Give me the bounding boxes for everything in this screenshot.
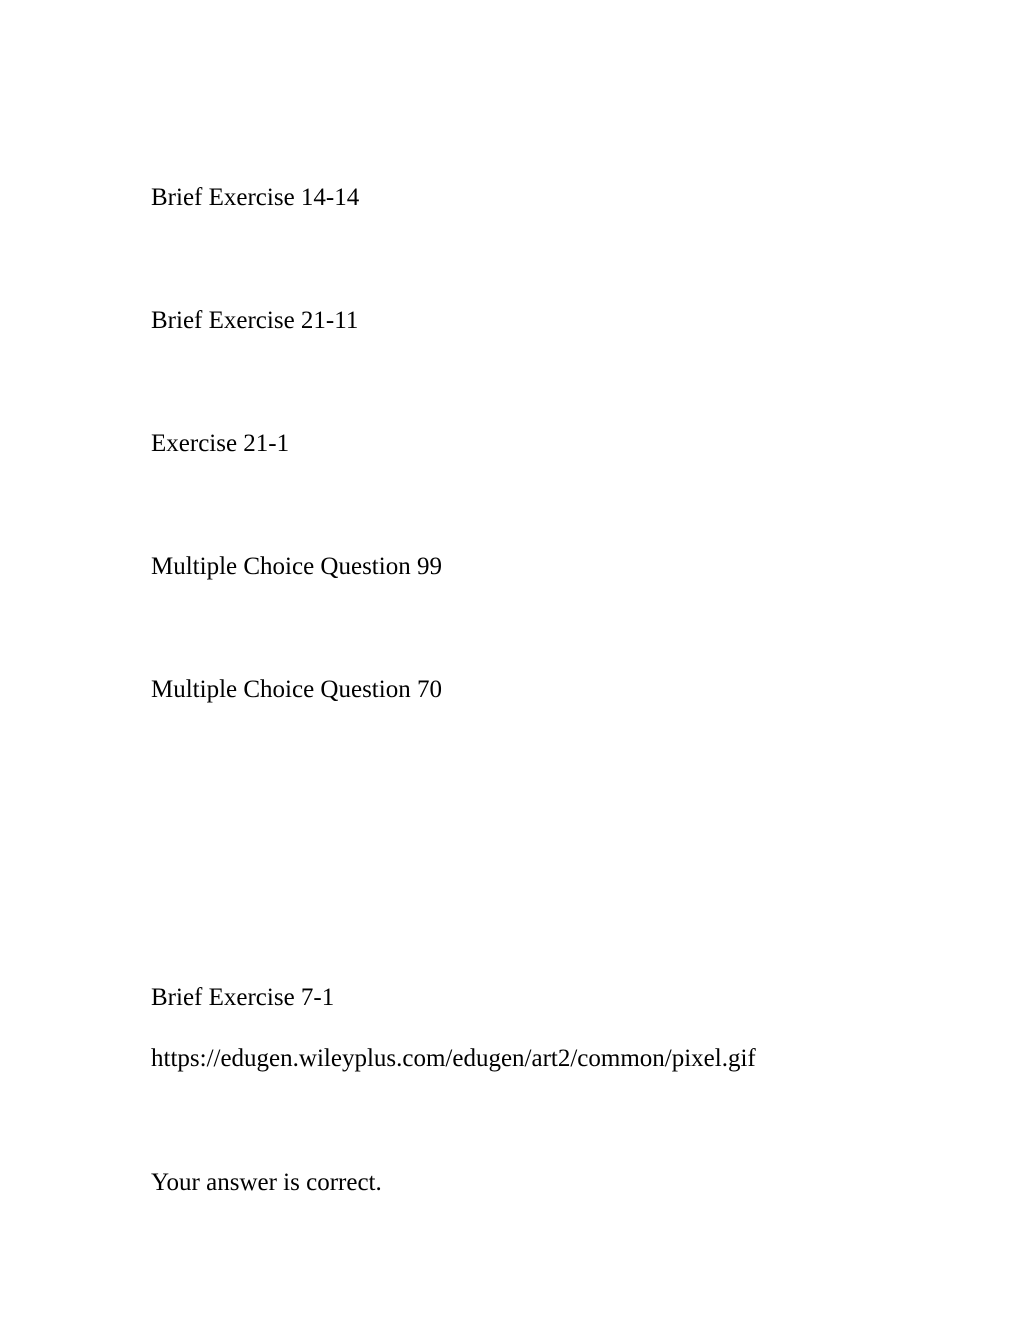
exercise-heading-21-1: Exercise 21-1 <box>151 430 290 457</box>
answer-status: Your answer is correct. <box>151 1169 382 1196</box>
question-heading-mcq-70: Multiple Choice Question 70 <box>151 676 442 703</box>
exercise-heading-brief-14-14: Brief Exercise 14-14 <box>151 184 360 211</box>
exercise-heading-brief-21-11: Brief Exercise 21-11 <box>151 307 359 334</box>
exercise-heading-brief-7-1: Brief Exercise 7-1 <box>151 984 335 1011</box>
question-heading-mcq-99: Multiple Choice Question 99 <box>151 553 442 580</box>
image-url-text: https://edugen.wileyplus.com/edugen/art2/common/pixel.gif <box>151 1045 756 1072</box>
